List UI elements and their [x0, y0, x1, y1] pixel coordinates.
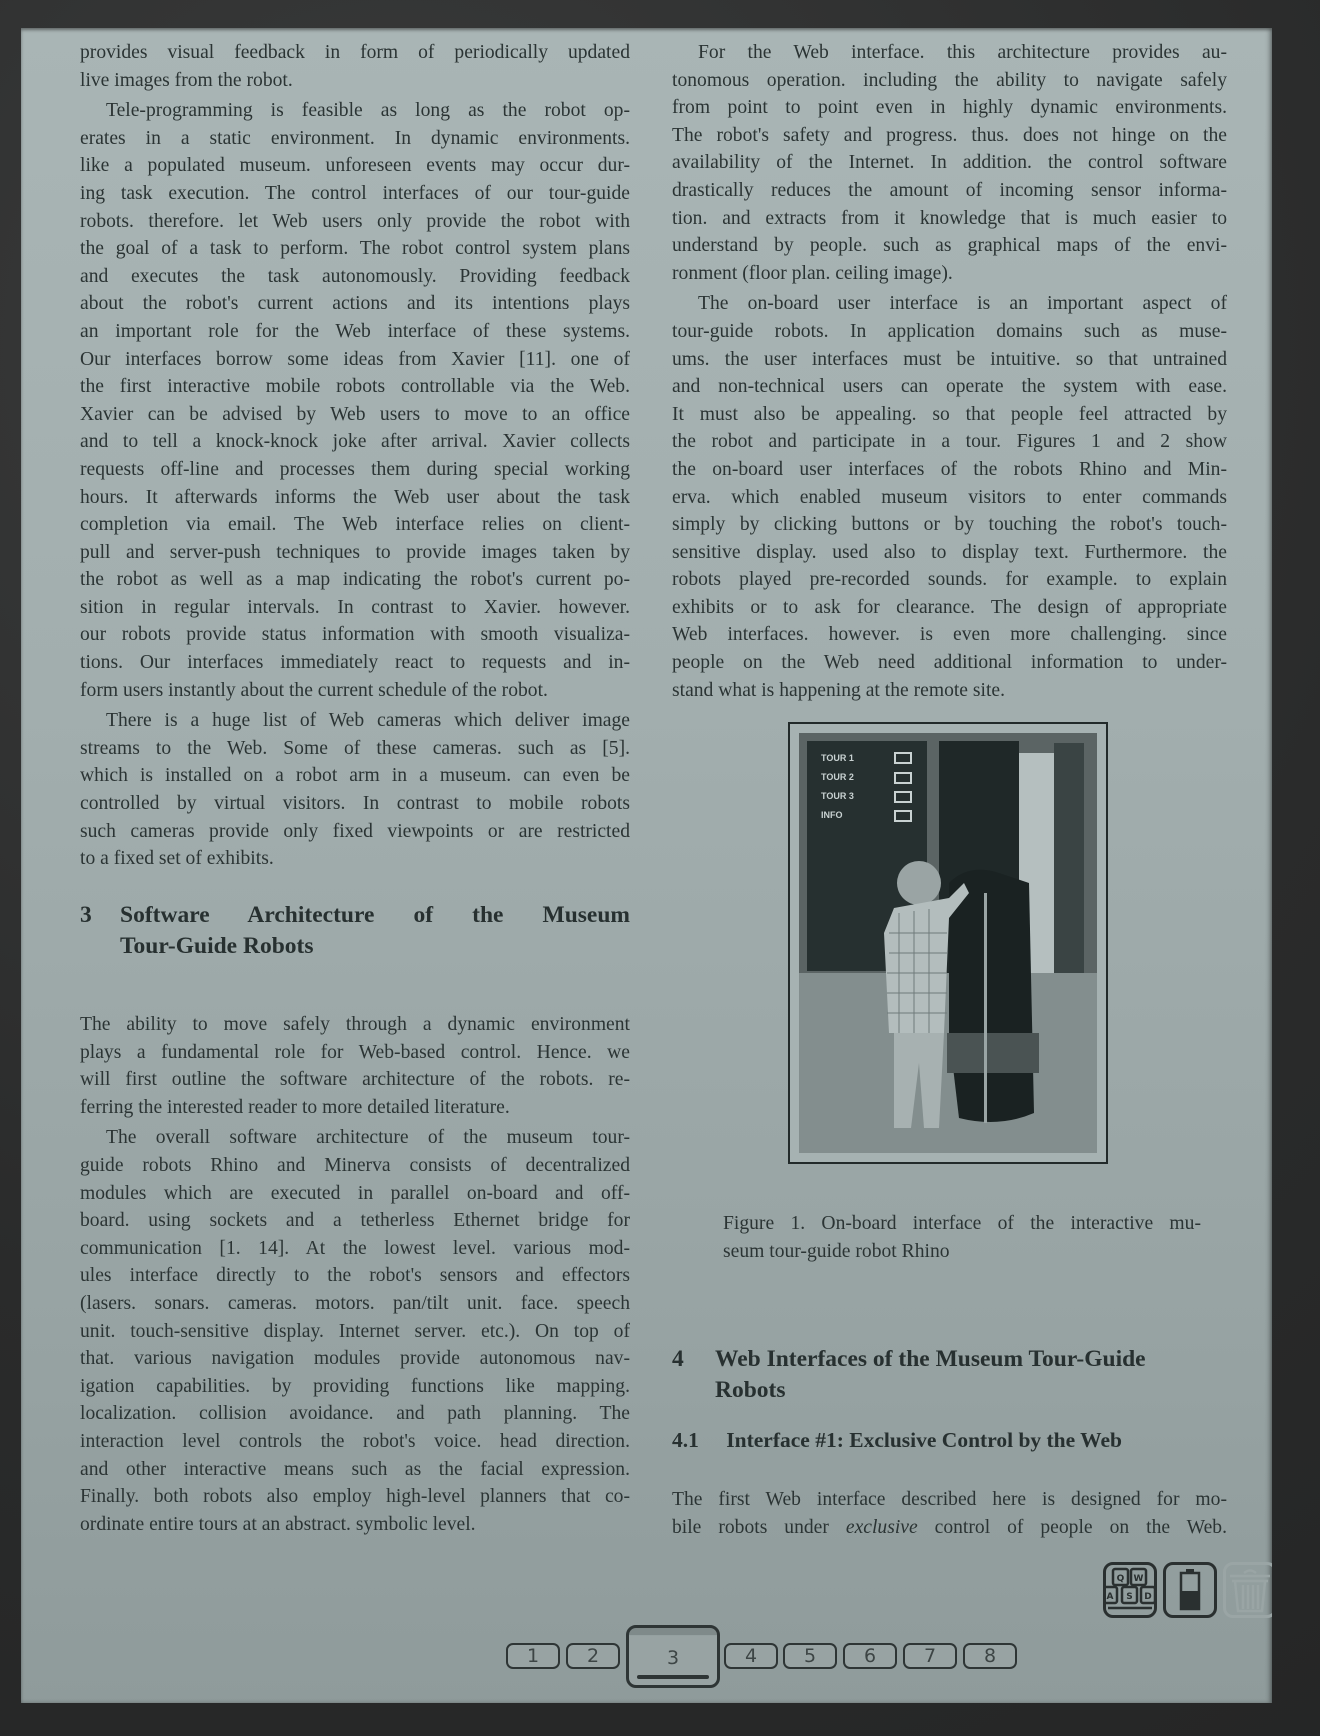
text-line: ferring the interested reader to more detailed literature.: [80, 1096, 510, 1118]
trash-icon: [1226, 1565, 1272, 1615]
page-tab-2[interactable]: [566, 1643, 620, 1669]
caption-line: Figure 1. On-board interface of the interactive mu-: [723, 1213, 1201, 1234]
text-line: understand by people. such as graphical maps of the envi-: [672, 235, 1227, 257]
text-line: tonomous operation. including the ability to navigate safely: [672, 69, 1227, 91]
text-line: completion via email. The Web interface relies on client-: [80, 514, 630, 536]
text-line: (lasers. sonars. cameras. motors. pan/tilt unit. face. speech: [80, 1292, 630, 1314]
page-tab-label: 5: [803, 1645, 817, 1667]
text-line: interaction level controls the robot's voice. head direction.: [80, 1430, 630, 1452]
text-line: sition in regular intervals. In contrast to Xavier. however.: [80, 596, 630, 618]
text-line: ordinate entire tours at an abstract. symbolic level.: [80, 1513, 476, 1535]
section-4-heading: [672, 1344, 1252, 1410]
page-tab-label: 4: [744, 1645, 758, 1667]
text-run: control of people on the Web.: [917, 1516, 1227, 1538]
text-line: localization. collision avoidance. and path planning. The: [80, 1403, 630, 1425]
photo-label-tour2: TOUR 2: [821, 772, 854, 782]
text-line: Xavier can be advised by Web users to move to an office: [80, 403, 630, 425]
page-tab-label: 8: [983, 1645, 997, 1667]
text-line: pull and server-push techniques to provide images taken by: [80, 541, 630, 563]
subsection-number: 4.1: [672, 1428, 699, 1452]
key-s: S: [1126, 1592, 1133, 1602]
text-line: exhibits or to ask for clearance. The design of appropriate: [672, 596, 1227, 618]
emphasis-exclusive: exclusive: [845, 1516, 918, 1538]
text-line: about the robot's current actions and its intentions plays: [80, 293, 630, 315]
keyboard-icon: [1106, 1565, 1154, 1615]
text-line: our robots provide status information with smooth visualiza-: [80, 624, 630, 646]
text-line: communication [1. 14]. At the lowest level. various mod-: [80, 1237, 630, 1259]
text-line: ronment (floor plan. ceiling image).: [672, 262, 953, 284]
text-line: people on the Web need additional information to under-: [672, 652, 1227, 674]
text-line: from point to point even in highly dynamic environments.: [672, 97, 1227, 119]
text-line: sensitive display. used also to display text. Furthermore. the: [672, 541, 1227, 563]
battery-icon: [1166, 1565, 1214, 1615]
section-number: 3: [80, 902, 92, 928]
caption-line: seum tour-guide robot Rhino: [723, 1240, 950, 1262]
text-line: and executes the task autonomously. Providing feedback: [80, 265, 630, 287]
ereader-screen: [21, 28, 1272, 1703]
text-line: live images from the robot.: [80, 69, 293, 91]
section-title-line2: Robots: [715, 1377, 786, 1403]
text-line: which is installed on a robot arm in a museum. can even be: [80, 765, 630, 787]
current-page-indicator: [637, 1675, 709, 1679]
section-number: 4: [672, 1346, 684, 1372]
text-line: availability of the Internet. In addition. the control software: [672, 152, 1227, 174]
section-title-line2: Tour-Guide Robots: [120, 933, 314, 959]
page-tab-label: 3: [666, 1647, 680, 1669]
text-line: form users instantly about the current schedule of the robot.: [80, 679, 548, 701]
text-line: that. various navigation modules provide autonomous nav-: [80, 1348, 630, 1370]
page-tab-1[interactable]: [506, 1643, 560, 1669]
page-tab-label: 1: [526, 1645, 540, 1667]
trash-button[interactable]: [1223, 1562, 1272, 1618]
text-line: the goal of a task to perform. The robot control system plans: [80, 238, 630, 260]
text-line: ing task execution. The control interfaces of our tour-guide: [80, 182, 630, 204]
text-line: the robot as well as a map indicating the robot's current po-: [80, 569, 630, 591]
text-line: erates in a static environment. In dynamic environments.: [80, 127, 630, 149]
text-line: [672, 1514, 1227, 1542]
text-line: The first Web interface described here is designed for mo-: [672, 1489, 1227, 1510]
photo-label-tour3: TOUR 3: [821, 791, 854, 801]
text-line: For the Web interface. this architecture provides au-: [698, 42, 1227, 63]
section-title-line1: Software Architecture of the Museum: [120, 902, 630, 928]
text-line: It must also be appealing. so that people feel attracted by: [672, 403, 1227, 425]
text-line: and other interactive means such as the facial expression.: [80, 1458, 630, 1480]
photo-label-info: INFO: [821, 810, 843, 820]
keyboard-button[interactable]: [1103, 1562, 1157, 1618]
text-line: streams to the Web. Some of these cameras. such as [5].: [80, 737, 630, 759]
text-line: The on-board user interface is an important aspect of: [698, 293, 1227, 315]
text-line: robots played pre-recorded sounds. for example. to explain: [672, 569, 1227, 591]
text-line: plays a fundamental role for Web-based control. Hence. we: [80, 1041, 630, 1063]
page-tab-8[interactable]: [963, 1643, 1017, 1669]
text-line: to a fixed set of exhibits.: [80, 848, 274, 870]
text-line: controlled by virtual visitors. In contrast to mobile robots: [80, 793, 630, 815]
key-w: W: [1133, 1574, 1144, 1584]
text-line: tions. Our interfaces immediately react to requests and in-: [80, 652, 630, 674]
text-line: the robot and participate in a tour. Figures 1 and 2 show: [672, 431, 1227, 453]
text-line: Finally. both robots also employ high-level planners that co-: [80, 1486, 630, 1508]
subsection-title: Interface #1: Exclusive Control by the Web: [726, 1428, 1122, 1452]
right-column: [672, 39, 1227, 704]
text-run: bile robots under: [672, 1516, 846, 1538]
robot-photo: [799, 733, 1097, 1153]
page-tab-5[interactable]: [783, 1643, 837, 1669]
text-line: tour-guide robots. In application domains such as muse-: [672, 320, 1227, 342]
battery-level-fill: [1181, 1591, 1199, 1609]
page-tab-7[interactable]: [903, 1643, 957, 1669]
text-line: and to tell a knock-knock joke after arrival. Xavier collects: [80, 431, 630, 453]
text-line: an important role for the Web interface of these systems.: [80, 320, 630, 342]
text-line: hours. It afterwards informs the Web user about the task: [80, 486, 630, 508]
text-line: Web interfaces. however. is even more challenging. since: [672, 624, 1227, 646]
text-line: ules interface directly to the robot's sensors and effectors: [80, 1265, 630, 1287]
text-line: guide robots Rhino and Minerva consists of decentralized: [80, 1154, 630, 1176]
text-line: The ability to move safely through a dynamic environment: [80, 1014, 630, 1035]
page-navigation: [484, 1628, 1024, 1698]
key-q: Q: [1116, 1574, 1125, 1584]
battery-status: [1163, 1562, 1217, 1618]
text-line: will first outline the software architecture of the robots. re-: [80, 1069, 630, 1091]
text-line: and non-technical users can operate the system with ease.: [672, 376, 1227, 398]
photo-label-tour1: TOUR 1: [821, 753, 854, 763]
text-line: requests off-line and processes them during special working: [80, 458, 630, 480]
text-line: The robot's safety and progress. thus. does not hinge on the: [672, 124, 1227, 146]
page-tab-6[interactable]: [843, 1643, 897, 1669]
text-line: The overall software architecture of the museum tour-: [106, 1127, 630, 1149]
page-tab-label: 6: [863, 1645, 877, 1667]
section-title-line1: Web Interfaces of the Museum Tour-Guide: [715, 1346, 1146, 1372]
text-line: the on-board user interfaces of the robots Rhino and Min-: [672, 458, 1227, 480]
text-line: the first interactive mobile robots controllable via the Web.: [80, 376, 630, 398]
text-line: such cameras provide only fixed viewpoints or are restricted: [80, 820, 630, 842]
text-line: simply by clicking buttons or by touching the robot's touch-: [672, 514, 1227, 536]
text-line: tion. and extracts from it knowledge that is much easier to: [672, 207, 1227, 229]
status-icons: [1103, 1562, 1272, 1618]
text-line: There is a huge list of Web cameras which deliver image: [106, 710, 630, 732]
left-column-section3-body: [80, 1011, 630, 1538]
page-tab-label: 7: [923, 1645, 937, 1667]
section-3-heading: [80, 900, 630, 966]
page-tab-3[interactable]: [626, 1625, 720, 1688]
text-line: modules which are executed in parallel on-board and off-: [80, 1182, 630, 1204]
figure-1-caption: [723, 1210, 1223, 1265]
text-line: igation capabilities. by providing functions like mapping.: [80, 1375, 630, 1397]
text-line: unit. touch-sensitive display. Internet server. etc.). On top of: [80, 1320, 630, 1342]
section-4-1-heading: [672, 1428, 1122, 1453]
robot-photo-image: [799, 733, 1097, 1153]
left-column: [80, 39, 630, 873]
section-4-1-body: [672, 1486, 1227, 1541]
text-line: Tele-programming is feasible as long as the robot op-: [106, 100, 630, 122]
text-line: erva. which enabled museum visitors to enter commands: [672, 486, 1227, 508]
page-tab-label: 2: [586, 1645, 600, 1667]
key-d: D: [1144, 1592, 1152, 1602]
page-tab-4[interactable]: [724, 1643, 778, 1669]
figure-1: [788, 722, 1108, 1164]
text-line: provides visual feedback in form of periodically updated: [80, 42, 630, 63]
text-line: stand what is happening at the remote site.: [672, 679, 1006, 701]
text-line: like a populated museum. unforeseen events may occur dur-: [80, 155, 630, 177]
text-line: ums. the user interfaces must be intuitive. so that untrained: [672, 348, 1227, 370]
text-line: drastically reduces the amount of incoming sensor informa-: [672, 179, 1227, 201]
text-line: robots. therefore. let Web users only provide the robot with: [80, 210, 630, 232]
key-a: A: [1106, 1592, 1114, 1602]
text-line: board. using sockets and a tetherless Ethernet bridge for: [80, 1210, 630, 1232]
text-line: Our interfaces borrow some ideas from Xavier [11]. one of: [80, 348, 630, 370]
